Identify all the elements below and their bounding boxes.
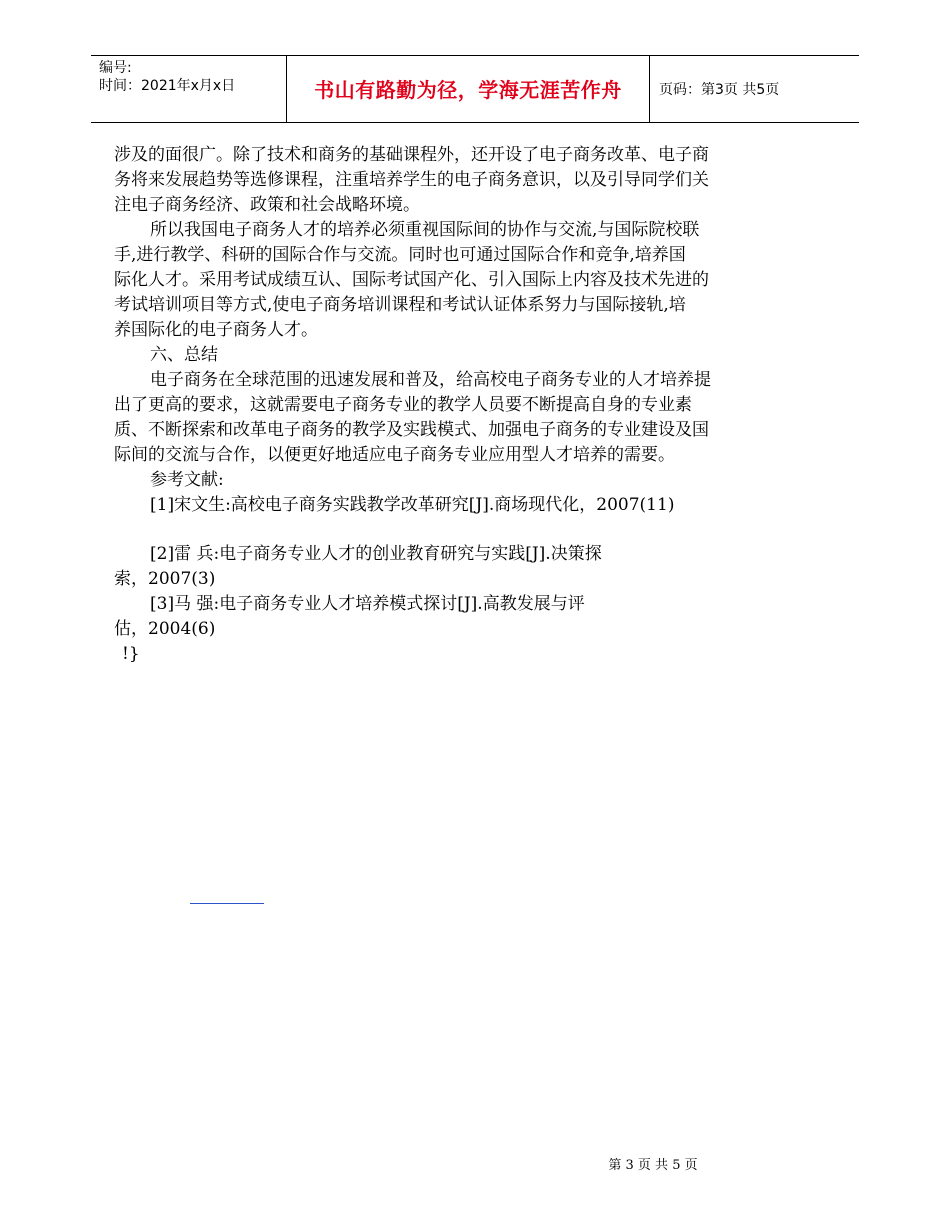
reference-item-continuation: 估，2004(6) bbox=[114, 619, 216, 639]
paragraph-line: 所以我国电子商务人才的培养必须重视国际间的协作与交流,与国际院校联 bbox=[150, 220, 700, 240]
paragraph-line: 际化人才。采用考试成绩互认、国际考试国产化、引入国际上内容及技术先进的 bbox=[114, 270, 709, 290]
reference-item: [3]马 强:电子商务专业人才培养模式探讨[J].高教发展与评 bbox=[150, 594, 585, 614]
reference-item: [2]雷 兵:电子商务专业人才的创业教育研究与实践[J].决策探 bbox=[150, 544, 602, 564]
paragraph-line: 手,进行教学、科研的国际合作与交流。同时也可通过国际合作和竞争,培养国 bbox=[114, 245, 686, 265]
paragraph-line: 注电子商务经济、政策和社会战略环境。 bbox=[114, 195, 420, 215]
paragraph-line: 考试培训项目等方式,使电子商务培训课程和考试认证体系努力与国际接轨,培 bbox=[114, 295, 686, 315]
stray-mark: !} bbox=[122, 644, 140, 664]
section-heading: 六、总结 bbox=[150, 345, 218, 365]
paragraph-line: 务将来发展趋势等选修课程，注重培养学生的电子商务意识，以及引导同学们关 bbox=[114, 170, 709, 190]
page-header bbox=[91, 55, 859, 123]
paragraph-line: 电子商务在全球范围的迅速发展和普及，给高校电子商务专业的人才培养提 bbox=[150, 370, 711, 390]
blank-line bbox=[114, 518, 784, 542]
paragraph-line: 养国际化的电子商务人才。 bbox=[114, 320, 318, 340]
hyperlink-underline[interactable] bbox=[190, 903, 264, 904]
header-right-cell bbox=[649, 56, 859, 122]
document-body bbox=[114, 143, 784, 667]
paragraph-line: 涉及的面很广。除了技术和商务的基础课程外，还开设了电子商务改革、电子商 bbox=[114, 145, 709, 165]
references-heading: 参考文献: bbox=[150, 470, 224, 490]
document-number-label: 编号: bbox=[99, 60, 132, 76]
reference-item-continuation: 索，2007(3) bbox=[114, 569, 216, 589]
header-motto-cell bbox=[286, 56, 650, 122]
paragraph-line: 质、不断探索和改革电子商务的教学及实践模式、加强电子商务的专业建设及国 bbox=[114, 420, 709, 440]
page-footer: 第 3 页 共 5 页 bbox=[608, 1158, 698, 1173]
header-motto: 书山有路勤为径，学海无涯苦作舟 bbox=[314, 78, 622, 102]
header-page-info: 页码：第3页 共5页 bbox=[659, 82, 780, 98]
paragraph-line: 出了更高的要求，这就需要电子商务专业的教学人员要不断提高自身的专业素 bbox=[114, 395, 692, 415]
header-left-cell bbox=[91, 56, 286, 122]
paragraph-line: 际间的交流与合作，以便更好地适应电子商务专业应用型人才培养的需要。 bbox=[114, 445, 675, 465]
reference-item: [1]宋文生:高校电子商务实践教学改革研究[J].商场现代化，2007(11) bbox=[150, 495, 675, 515]
document-time-label: 时间：2021年x月x日 bbox=[99, 78, 236, 94]
